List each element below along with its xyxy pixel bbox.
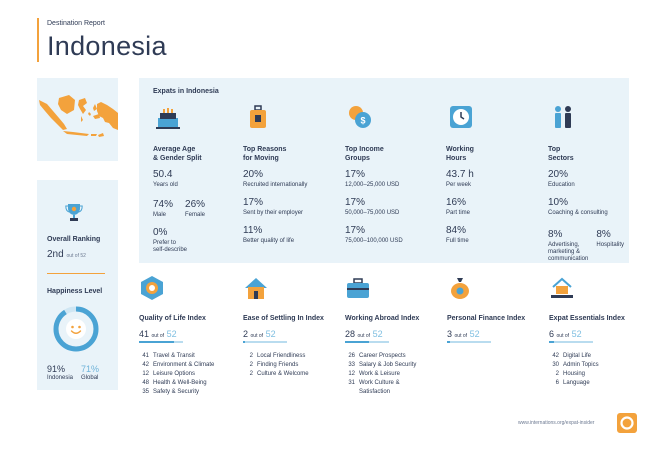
male-stat [153,193,173,219]
index-out-of: out of [454,333,468,339]
index-max: 52 [166,329,177,339]
subrank-number: 42 [552,353,559,359]
happiness-country-label: Indonesia [47,375,74,381]
reason-3-value: 11% [243,225,263,236]
subrank-number: 6 [555,380,559,386]
list-item [243,352,343,361]
index-title: Personal Finance Index [447,315,526,322]
subrank-label: Safety & Security [153,389,200,395]
expats-column-hours [446,104,541,245]
income-2-value: 17% [345,197,366,208]
part-time-value: 16% [446,197,467,208]
report-header [37,18,167,62]
index-progress-bar [243,341,287,343]
happiness-gauge [51,304,101,354]
reason-3-label: Better quality of life [243,238,295,244]
average-age-value: 50.4 [153,169,173,180]
quality-badge-icon [139,275,165,301]
ranking-panel [37,180,118,390]
expats-column-income [345,104,440,245]
sector-pair [548,223,626,263]
index-progress-fill [243,341,245,343]
indonesia-map-icon [37,78,118,161]
people-icon [550,104,576,130]
age-gender-heading [153,145,248,163]
list-item [139,388,239,397]
index-ease-of-settling-in [243,275,343,379]
subrank-number: 2 [249,371,253,377]
average-age-label: Years old [153,182,178,188]
subrank-label: Local Friendliness [257,353,306,359]
index-score [549,329,649,339]
index-score [447,329,547,339]
subrank-number: 12 [142,371,149,377]
subrank-number: 2 [249,353,253,359]
index-title: Working Abroad Index [345,315,420,322]
subrank-number: 42 [142,362,149,368]
index-title: Ease of Settling In Index [243,315,324,322]
subrank-number: 2 [249,362,253,368]
sectors-heading [548,145,626,163]
index-max: 52 [469,329,480,339]
index-out-of: out of [357,333,371,339]
index-progress-bar [345,341,389,343]
index-subrankings [549,352,649,388]
income-3-label: 75,000–100,000 USD [345,238,403,244]
index-progress-fill [549,341,554,343]
index-quality-of-life [139,275,239,397]
index-progress-bar [139,341,183,343]
index-out-of: out of [250,333,264,339]
subrank-label: Digital Life [563,353,592,359]
list-item [549,352,649,361]
list-item [139,352,239,361]
subrank-label: Work Culture & Satisfaction [359,380,400,395]
index-progress-bar [549,341,593,343]
happiness-global-label: Global [81,375,99,381]
happiness-global [81,364,99,381]
female-stat [185,193,205,219]
smiley-icon [66,319,86,339]
subrank-label: Leisure Options [153,371,196,377]
ranking-suffix: out of 52 [66,253,86,259]
subrank-label: Finding Friends [257,362,299,368]
internations-logo-icon [617,413,637,433]
index-title: Quality of Life Index [139,315,206,322]
subrank-number: 12 [348,371,355,377]
index-expat-essentials [549,275,649,388]
subrank-label: Health & Well-Being [153,380,207,386]
index-rank: 3 [447,329,453,339]
clock-icon [448,104,474,130]
index-title: Expat Essentials Index [549,315,625,322]
list-item [549,361,649,370]
birthday-cake-icon [155,104,181,130]
report-subtitle: Destination Report [47,20,105,27]
subrank-label: Environment & Climate [153,362,215,368]
index-rank: 41 [139,329,150,339]
female-label: Female [185,212,206,218]
male-value: 74% [153,199,174,210]
sector-4 [596,223,624,263]
index-max: 52 [372,329,383,339]
footer-link[interactable]: www.internations.org/expat-insider [518,420,595,426]
income-1-value: 17% [345,169,366,180]
index-progress-fill [139,341,174,343]
gender-split [153,193,248,219]
subrank-number: 35 [142,389,149,395]
subrank-label: Travel & Transit [153,353,195,359]
index-max: 52 [265,329,276,339]
subrank-number: 2 [555,371,559,377]
reason-1-value: 20% [243,169,264,180]
income-1-label: 12,000–25,000 USD [345,182,400,188]
expats-title: Expats in Indonesia [153,88,219,95]
coins-icon [347,104,373,130]
list-item [139,361,239,370]
overall-ranking-value [47,249,86,260]
overall-ranking-label: Overall Ranking [47,236,101,243]
sector-2-label: Coaching & consulting [548,210,608,216]
subrank-number: 33 [348,362,355,368]
list-item [139,379,239,388]
expats-panel [139,78,629,263]
list-item [549,370,649,379]
sector-3 [548,223,588,263]
index-out-of: out of [151,333,165,339]
subrank-label: Work & Leisure [359,371,400,377]
happiness-global-pct: 71% [81,364,100,374]
reasons-heading [243,145,338,163]
male-label: Male [153,212,167,218]
list-item [139,370,239,379]
subrank-label: Admin Topics [563,362,599,368]
happiness-label: Happiness Level [47,288,103,295]
subrank-number: 31 [348,380,355,386]
full-time-label: Full time [446,238,469,244]
index-out-of: out of [556,333,570,339]
hours-heading-text: Working Hours [446,146,474,162]
laptop-house-icon [549,275,575,301]
reason-2-label: Sent by their employer [243,210,304,216]
index-score [243,329,343,339]
index-personal-finance [447,275,547,343]
income-heading [345,145,440,163]
money-bag-icon [447,275,473,301]
reason-1-label: Recruited internationally [243,182,308,188]
sector-3-value: 8% [548,229,563,240]
list-item [243,361,343,370]
index-subrankings [243,352,343,379]
hours-per-week-value: 43.7 h [446,169,474,180]
reason-2-value: 17% [243,197,264,208]
index-progress-bar [447,341,491,343]
income-2-label: 50,000–75,000 USD [345,210,400,216]
list-item [345,379,445,397]
index-rank: 6 [549,329,555,339]
index-rank: 2 [243,329,249,339]
expats-column-sectors [548,104,626,263]
trophy-icon [65,202,83,222]
female-value: 26% [185,199,206,210]
index-subrankings [139,352,239,397]
sectors-heading-text: Top Sectors [548,146,574,162]
happiness-comparison [47,364,99,381]
sector-3-label: Advertising, marketing & communication [548,242,589,262]
expats-column-age-gender [153,104,248,254]
happiness-country [47,364,73,381]
list-item [345,370,445,379]
page-title: Indonesia [47,31,167,61]
subrank-label: Career Prospects [359,353,406,359]
index-progress-fill [447,341,450,343]
income-3-value: 17% [345,225,366,236]
index-subrankings [345,352,445,397]
list-item [345,352,445,361]
list-item [345,361,445,370]
self-describe-label: Prefer to self-describe [153,240,188,253]
sector-4-label: Hospitality [596,242,625,248]
subrank-label: Language [563,380,590,386]
reasons-heading-text: Top Reasons for Moving [243,146,287,162]
country-map [37,78,118,161]
subrank-number: 41 [142,353,149,359]
index-max: 52 [571,329,582,339]
briefcase-icon [345,275,371,301]
house-icon [243,275,269,301]
index-score [139,329,239,339]
ranking-position: 2nd [47,249,64,260]
full-time-value: 84% [446,225,467,236]
subrank-number: 30 [552,362,559,368]
sector-4-value: 8% [596,229,611,240]
list-item [243,370,343,379]
sector-2-value: 10% [548,197,569,208]
expats-column-reasons [243,104,338,245]
index-progress-fill [345,341,369,343]
hours-per-week-label: Per week [446,182,472,188]
subrank-number: 26 [348,353,355,359]
subrank-label: Housing [563,371,586,377]
age-gender-heading-text: Average Age & Gender Split [153,146,202,162]
luggage-icon [245,104,271,130]
index-rank: 28 [345,329,356,339]
subrank-number: 48 [142,380,149,386]
self-describe-value: 0% [153,227,168,238]
subrank-label: Salary & Job Security [359,362,417,368]
sector-1-label: Education [548,182,575,188]
subrank-label: Culture & Welcome [257,371,309,377]
divider [47,273,105,274]
hours-heading [446,145,541,163]
index-working-abroad [345,275,445,397]
sector-1-value: 20% [548,169,569,180]
index-score [345,329,445,339]
happiness-country-pct: 91% [47,364,66,374]
income-heading-text: Top Income Groups [345,146,384,162]
part-time-label: Part time [446,210,471,216]
svg-text:$: $ [360,115,366,126]
list-item [549,379,649,388]
